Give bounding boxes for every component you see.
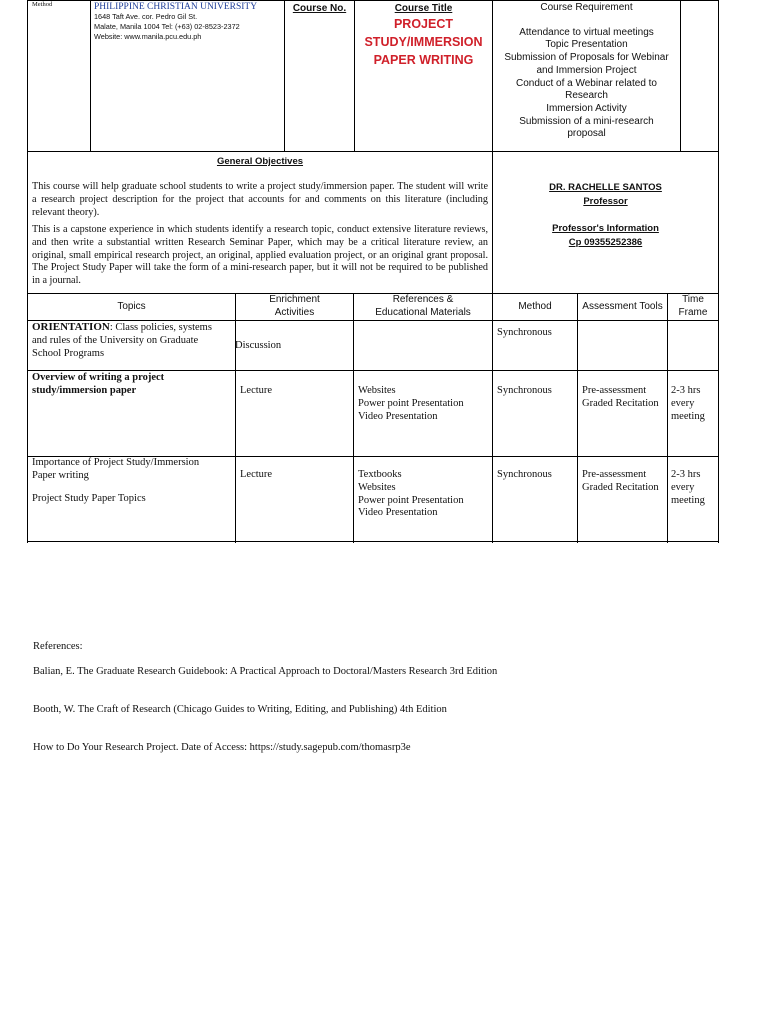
- course-title-lines: [355, 15, 492, 69]
- orientation-text: School Programs: [32, 347, 105, 359]
- th-topics: Topics: [117, 301, 146, 312]
- ref-item: Video Presentation: [358, 507, 438, 519]
- address-line1: 1648 Taft Ave. cor. Pedro Gil St.: [94, 12, 198, 21]
- course-no-label: Course No.: [292, 3, 347, 14]
- objectives-paragraph-2: This is a capstone experience in which students identify a research topic, conduct extensive literature reviews, and then write a substantial written Research Seminar Paper, which may be a critical literature review, an original, small empirical research project, an original, applied evaluation project, or an original grant proposal. The Project Study Paper will take the form of a mini-research paper, but it will not be required to be published in a journal.: [32, 224, 488, 287]
- overview-line: study/immersion paper: [32, 384, 137, 396]
- time-item: every: [671, 397, 695, 409]
- row2-assessment: [582, 385, 659, 411]
- th-enrichment: [236, 293, 353, 319]
- importance-line: Importance of Project Study/Immersion: [32, 457, 200, 468]
- row3-time: [671, 469, 705, 507]
- assessment-item: Graded Recitation: [582, 397, 659, 409]
- requirement-item: Submission of a mini-research: [519, 115, 654, 127]
- th-time-line: Time: [682, 294, 704, 305]
- requirement-item: and Immersion Project: [536, 64, 637, 76]
- th-references-line: Educational Materials: [375, 307, 471, 318]
- row3-assessment: [582, 469, 659, 495]
- row3-method: Synchronous: [497, 469, 552, 480]
- th-assessment: Assessment Tools: [582, 301, 663, 312]
- requirement-item: Research: [565, 90, 608, 102]
- importance-extra: Project Study Paper Topics: [32, 492, 146, 504]
- assessment-item: Pre-assessment: [582, 469, 647, 480]
- course-requirements: [493, 2, 680, 141]
- table-row-overview-topic: [32, 372, 164, 398]
- requirement-item: Immersion Activity: [546, 102, 627, 114]
- time-item: meeting: [671, 494, 705, 506]
- time-item: every: [671, 481, 695, 493]
- row1-method: Synchronous: [497, 327, 552, 338]
- requirement-item: Submission of Proposals for Webinar: [504, 52, 669, 64]
- importance-line: Paper writing: [32, 469, 89, 481]
- row2-time: [671, 385, 705, 423]
- references-heading: References:: [33, 641, 83, 652]
- th-enrichment-line: Enrichment: [269, 294, 320, 305]
- requirement-item: Topic Presentation: [545, 39, 628, 51]
- university-info: [94, 2, 282, 42]
- ref-item: Power point Presentation: [358, 494, 464, 506]
- professor-contact: Cp 09355252386: [568, 237, 643, 248]
- orientation-text: and rules of the University on Graduate: [32, 334, 199, 346]
- th-method: Method: [518, 301, 552, 312]
- requirement-label: Course Requirement: [540, 2, 633, 13]
- overview-line: Overview of writing a project: [32, 372, 165, 383]
- objectives-heading: General Objectives: [216, 156, 304, 167]
- ref-item: Textbooks: [358, 469, 402, 480]
- assessment-item: Pre-assessment: [582, 385, 647, 396]
- ref-item: Websites: [358, 385, 396, 396]
- orientation-text: : Class policies, systems: [109, 322, 212, 333]
- objectives-paragraph-1: This course will help graduate school students to write a project study/immersion paper. The student will write a research project description for the project that accounts for and comments on this literature (including relevant theory).: [32, 181, 488, 218]
- reference-item: Balian, E. The Graduate Research Guidebook: A Practical Approach to Doctoral/Masters Research 3rd Edition: [33, 666, 498, 677]
- course-title-line: PROJECT: [393, 17, 454, 31]
- university-name: PHILIPPINE CHRISTIAN UNIVERSITY: [94, 2, 258, 12]
- th-time-line: Frame: [678, 307, 708, 318]
- row2-method: Synchronous: [497, 385, 552, 396]
- professor-info-label: Professor's Information: [552, 223, 659, 234]
- method-label: Method: [32, 1, 53, 8]
- th-references-line: References &: [392, 294, 454, 305]
- orientation-label: ORIENTATION: [32, 321, 110, 333]
- course-title-block: [355, 2, 492, 69]
- ref-item: Video Presentation: [358, 410, 438, 422]
- row2-refs: [358, 385, 464, 423]
- table-row-orientation-topic: [32, 321, 234, 360]
- row3-refs: [358, 469, 464, 520]
- th-time: [668, 293, 718, 319]
- ref-item: Websites: [358, 481, 396, 493]
- requirement-item: Attendance to virtual meetings: [519, 26, 654, 38]
- requirement-item: Conduct of a Webinar related to: [515, 77, 657, 89]
- professor-block: [493, 181, 718, 250]
- th-references: [354, 293, 492, 319]
- course-title-line: STUDY/IMMERSION: [364, 35, 483, 49]
- website: Website: www.manila.pcu.edu.ph: [94, 32, 202, 41]
- reference-item: Booth, W. The Craft of Research (Chicago Guides to Writing, Editing, and Publishing) 4th Edition: [33, 704, 447, 715]
- requirement-item: proposal: [567, 128, 606, 140]
- row2-activity: Lecture: [240, 385, 273, 396]
- reference-item: How to Do Your Research Project. Date of Access: https://study.sagepub.com/thomasrp3e: [33, 742, 411, 753]
- row3-activity: Lecture: [240, 469, 273, 480]
- time-item: meeting: [671, 410, 705, 422]
- course-title-label: Course Title: [394, 3, 453, 14]
- th-enrichment-line: Activities: [274, 307, 315, 318]
- address-line2: Malate, Manila 1004 Tel: (+63) 02-8523-2372: [94, 22, 240, 31]
- ref-item: Power point Presentation: [358, 397, 464, 409]
- professor-title: Professor: [583, 196, 628, 207]
- professor-name: DR. RACHELLE SANTOS: [549, 182, 662, 193]
- time-item: 2-3 hrs: [671, 469, 701, 480]
- table-row-importance-topic: [32, 457, 199, 505]
- row1-activity: Discussion: [235, 340, 282, 351]
- course-title-line: PAPER WRITING: [373, 53, 474, 67]
- time-item: 2-3 hrs: [671, 385, 701, 396]
- assessment-item: Graded Recitation: [582, 481, 659, 493]
